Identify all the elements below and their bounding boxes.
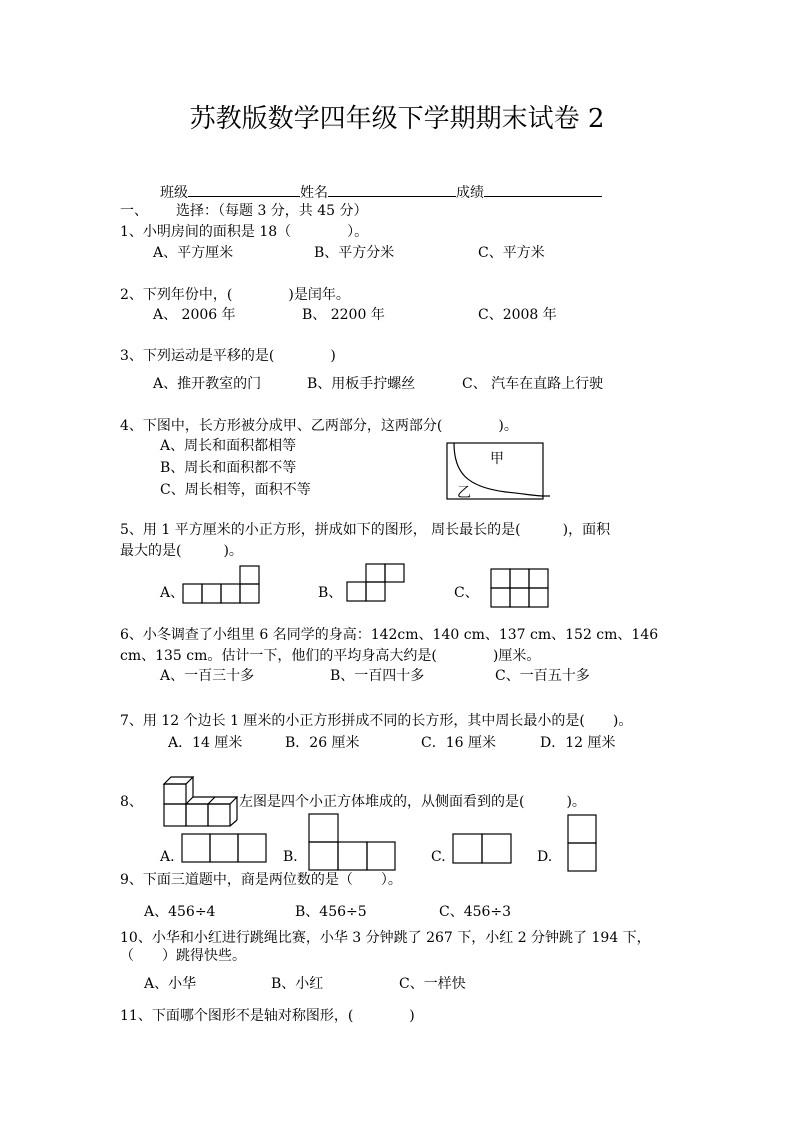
q5-shape-a bbox=[182, 565, 262, 605]
q8-view-d bbox=[567, 814, 599, 874]
section1-number: 一、 bbox=[120, 203, 148, 219]
q4-option-a[interactable]: A、周长和面积都相等 bbox=[160, 438, 297, 454]
q8-option-c[interactable]: C. bbox=[431, 849, 446, 865]
q8-stem: 左图是四个小正方体堆成的，从侧面看到的是( )。 bbox=[239, 794, 586, 810]
q7-option-a[interactable]: A．14 厘米 bbox=[168, 735, 243, 751]
q4-option-b[interactable]: B、周长和面积都不等 bbox=[160, 460, 297, 476]
q4-label-jia: 甲 bbox=[490, 451, 504, 467]
q5-option-b[interactable]: B、 bbox=[318, 585, 343, 601]
q6-option-c[interactable]: C、一百五十多 bbox=[495, 668, 590, 684]
q9-option-c[interactable]: C、456÷3 bbox=[439, 904, 512, 920]
q8-view-b bbox=[308, 813, 398, 873]
q8-view-c bbox=[452, 833, 514, 865]
q4-option-c[interactable]: C、周长相等，面积不等 bbox=[160, 482, 311, 498]
q2-option-b[interactable]: B、 2200 年 bbox=[302, 307, 385, 323]
q6-option-b[interactable]: B、一百四十多 bbox=[330, 668, 425, 684]
q9-option-b[interactable]: B、456÷5 bbox=[295, 904, 367, 920]
q2-option-c[interactable]: C、2008 年 bbox=[478, 307, 557, 323]
q8-option-a[interactable]: A. bbox=[160, 849, 175, 865]
q7-stem: 7、用 12 个边长 1 厘米的小正方形拼成不同的长方形，其中周长最小的是( )。 bbox=[120, 713, 633, 729]
q1-option-c[interactable]: C、平方米 bbox=[478, 245, 545, 261]
header-class bbox=[160, 181, 602, 202]
q9-option-a[interactable]: A、456÷4 bbox=[144, 904, 216, 920]
score-label: 成绩 bbox=[456, 185, 484, 201]
class-label: 班级 bbox=[160, 185, 188, 201]
q8-option-b[interactable]: B． bbox=[283, 849, 308, 865]
q4-stem: 4、下图中，长方形被分成甲、乙两部分，这两部分( )。 bbox=[120, 418, 518, 434]
q2-option-a[interactable]: A、 2006 年 bbox=[153, 307, 236, 323]
q1-option-b[interactable]: B、平方分米 bbox=[314, 245, 395, 261]
q5-shape-b bbox=[346, 563, 408, 603]
q5-option-a[interactable]: A、 bbox=[160, 585, 185, 601]
q5-stem-line1: 5、用 1 平方厘米的小正方形，拼成如下的图形， 周长最长的是( )，面积 bbox=[120, 522, 611, 538]
q5-shape-c bbox=[490, 568, 552, 610]
q10-option-c[interactable]: C、一样快 bbox=[399, 976, 466, 992]
q3-stem: 3、下列运动是平移的是( ) bbox=[120, 348, 336, 364]
q7-option-b[interactable]: B．26 厘米 bbox=[285, 735, 360, 751]
q8-number: 8、 bbox=[120, 794, 143, 810]
q9-stem: 9、下面三道题中，商是两位数的是（ ）。 bbox=[120, 872, 402, 888]
class-blank[interactable] bbox=[188, 181, 300, 197]
q7-option-c[interactable]: C．16 厘米 bbox=[421, 735, 496, 751]
q8-view-a bbox=[181, 833, 269, 865]
name-blank[interactable] bbox=[328, 181, 456, 197]
q8-option-d[interactable]: D. bbox=[537, 849, 553, 865]
q8-cube-stack-figure bbox=[163, 776, 239, 830]
q5-option-c[interactable]: C、 bbox=[454, 585, 479, 601]
q3-option-c[interactable]: C、 汽车在直路上行驶 bbox=[462, 376, 604, 392]
q6-stem-line2: cm、135 cm。估计一下，他们的平均身高大约是( )厘米。 bbox=[120, 648, 541, 664]
name-label: 姓名 bbox=[300, 185, 328, 201]
q2-stem: 2、下列年份中，( )是闰年。 bbox=[120, 287, 350, 303]
score-blank[interactable] bbox=[484, 181, 602, 197]
q10-stem-line1: 10、小华和小红进行跳绳比赛，小华 3 分钟跳了 267 下，小红 2 分钟跳了 194 下， bbox=[120, 930, 651, 946]
q1-option-a[interactable]: A、平方厘米 bbox=[153, 245, 234, 261]
q4-label-yi: 乙 bbox=[457, 485, 471, 501]
q5-stem-line2: 最大的是( )。 bbox=[120, 543, 243, 559]
q3-option-a[interactable]: A、推开教室的门 bbox=[153, 376, 262, 392]
q7-option-d[interactable]: D．12 厘米 bbox=[540, 735, 616, 751]
q1-stem: 1、小明房间的面积是 18（ ）。 bbox=[120, 224, 369, 240]
q10-stem-line2: （ ）跳得快些。 bbox=[120, 948, 246, 964]
section1-title: 选择：（每题 3 分，共 45 分） bbox=[176, 203, 368, 219]
q10-option-a[interactable]: A、小华 bbox=[144, 976, 197, 992]
q11-stem: 11、下面哪个图形不是轴对称图形，( ) bbox=[120, 1008, 415, 1024]
page-title: 苏教版数学四年级下学期期末试卷 2 bbox=[189, 104, 605, 134]
q6-option-a[interactable]: A、一百三十多 bbox=[160, 668, 255, 684]
q6-stem-line1: 6、小冬调查了小组里 6 名同学的身高：142cm、140 cm、137 cm、152 cm、146 bbox=[120, 627, 659, 643]
q3-option-b[interactable]: B、用板手拧螺丝 bbox=[307, 376, 416, 392]
q10-option-b[interactable]: B、小红 bbox=[271, 976, 324, 992]
